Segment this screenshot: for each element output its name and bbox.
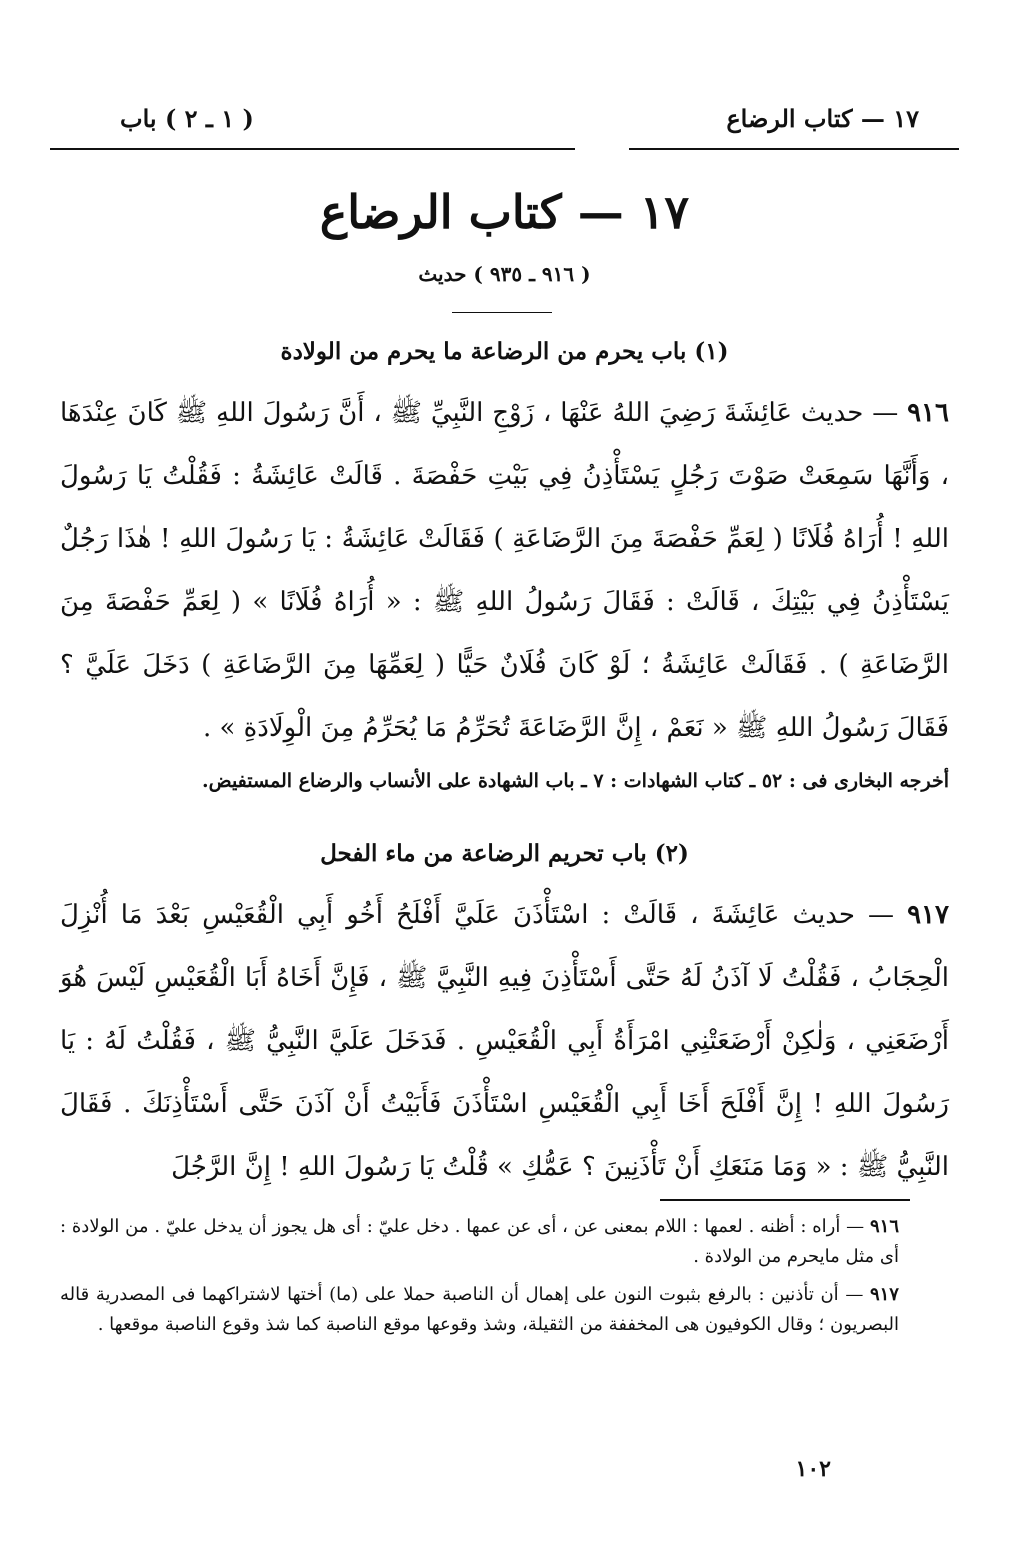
running-header-chapter: ١٧ — كتاب الرضاع bbox=[726, 104, 919, 133]
running-header-section: ( ١ ـ ٢ ) باب bbox=[120, 104, 254, 133]
footnote-number: ٩١٧ bbox=[869, 1284, 899, 1305]
source-citation: أخرجه البخارى فى : ٥٢ ـ كتاب الشهادات : ٧ ـ باب الشهادة على الأنساب والرضاع المستفيض. bbox=[202, 770, 949, 792]
hadith-body: — حديث عَائِشَةَ رَضِيَ اللهُ عَنْهَا ، زَوْجِ النَّبِيِّ ﷺ ، أَنَّ رَسُولَ اللهِ ﷺ كَانَ عِنْدَهَا ، وَأَنَّهَا سَمِعَتْ صَوْتَ رَجُلٍ يَسْتَأْذِنُ فِي بَيْتِ حَفْصَةَ . قَالَتْ عَائِشَةُ : فَقُلْتُ يَا رَسُولَ اللهِ ! أُرَاهُ فُلَانًا ( لِعَمِّ حَفْصَةَ مِنَ الرَّضَاعَةِ ) فَقَالَتْ عَائِشَةُ : يَا رَسُولَ اللهِ ! هٰذَا رَجُلٌ يَسْتَأْذِنُ فِي بَيْتِكَ ، قَالَتْ : فَقَالَ رَسُولُ اللهِ ﷺ : « أُرَاهُ فُلَانًا » ( لِعَمِّ حَفْصَةَ مِنَ الرَّضَاعَةِ ) . فَقَالَتْ عَائِشَةُ ؛ لَوْ كَانَ فُلَانٌ حَيًّا ( لِعَمِّهَا مِنَ الرَّضَاعَةِ ) دَخَلَ عَلَيَّ ؟ فَقَالَ رَسُولُ اللهِ ﷺ « نَعَمْ ، إِنَّ الرَّضَاعَةَ تُحَرِّمُ مَا يُحَرِّمُ مِنَ الْوِلَادَةِ » . bbox=[60, 398, 949, 743]
hadith-range: ( ٩١٦ ـ ٩٣٥ ) حديث bbox=[418, 262, 591, 286]
header-rule-right bbox=[629, 148, 959, 150]
footnote-text: — أراه : أظنه . لعمها : اللام بمعنى عن ، أى عن عمها . دخل عليّ : أى هل يجوز أن يدخل عليّ . من الولادة : أى مثل مايحرم من الولادة . bbox=[60, 1216, 899, 1267]
footnote bbox=[60, 1280, 899, 1340]
title-divider bbox=[452, 312, 552, 313]
hadith-body: — حديث عَائِشَةَ ، قَالَتْ : اسْتَأْذَنَ عَلَيَّ أَفْلَحُ أَخُو أَبِي الْقُعَيْسِ بَعْدَ مَا أُنْزِلَ الْحِجَابُ ، فَقُلْتُ لَا آذَنُ لَهُ حَتَّى أَسْتَأْذِنَ فِيهِ النَّبِيَّ ﷺ ، فَإِنَّ أَخَاهُ أَبَا الْقُعَيْسِ لَيْسَ هُوَ أَرْضَعَنِي ، وَلٰكِنْ أَرْضَعَتْنِي امْرَأَةُ أَبِي الْقُعَيْسِ . فَدَخَلَ عَلَيَّ النَّبِيُّ ﷺ ، فَقُلْتُ لَهُ : يَا رَسُولَ اللهِ ! إِنَّ أَفْلَحَ أَخَا أَبِي الْقُعَيْسِ اسْتَأْذَنَ فَأَبَيْتُ أَنْ آذَنَ حَتَّى أَسْتَأْذِنَكَ . فَقَالَ النَّبِيُّ ﷺ : « وَمَا مَنَعَكِ أَنْ تَأْذَنِينَ ؟ عَمُّكِ » قُلْتُ يَا رَسُولَ اللهِ ! إِنَّ الرَّجُلَ bbox=[60, 900, 949, 1182]
footnote-text: — أن تأذنين : بالرفع بثبوت النون على إهمال أن الناصبة حملا على (ما) أختها لاشتراكهما فى المصدرية قاله البصريون ؛ وقال الكوفيون هى المخففة من الثقيلة، وشذ وقوعها موقع الناصبة كما شذ وقوع الناصبة موقعها . bbox=[60, 1284, 899, 1335]
running-header bbox=[50, 98, 959, 158]
section-heading-1: (١) باب يحرم من الرضاعة ما يحرم من الولادة bbox=[280, 338, 729, 365]
page-number: ١٠٢ bbox=[795, 1456, 831, 1482]
footnote-divider bbox=[660, 1199, 910, 1201]
hadith-917-text bbox=[60, 884, 949, 1199]
section-heading-2: (٢) باب تحريم الرضاعة من ماء الفحل bbox=[320, 840, 689, 867]
chapter-title: ١٧ — كتاب الرضاع bbox=[319, 185, 690, 239]
footnote-number: ٩١٦ bbox=[870, 1216, 900, 1237]
hadith-number: ٩١٦ bbox=[907, 398, 949, 428]
header-rule-left bbox=[50, 148, 575, 150]
footnotes bbox=[60, 1212, 899, 1348]
hadith-916-text bbox=[60, 382, 949, 760]
footnote bbox=[60, 1212, 899, 1272]
hadith-number: ٩١٧ bbox=[907, 900, 949, 930]
